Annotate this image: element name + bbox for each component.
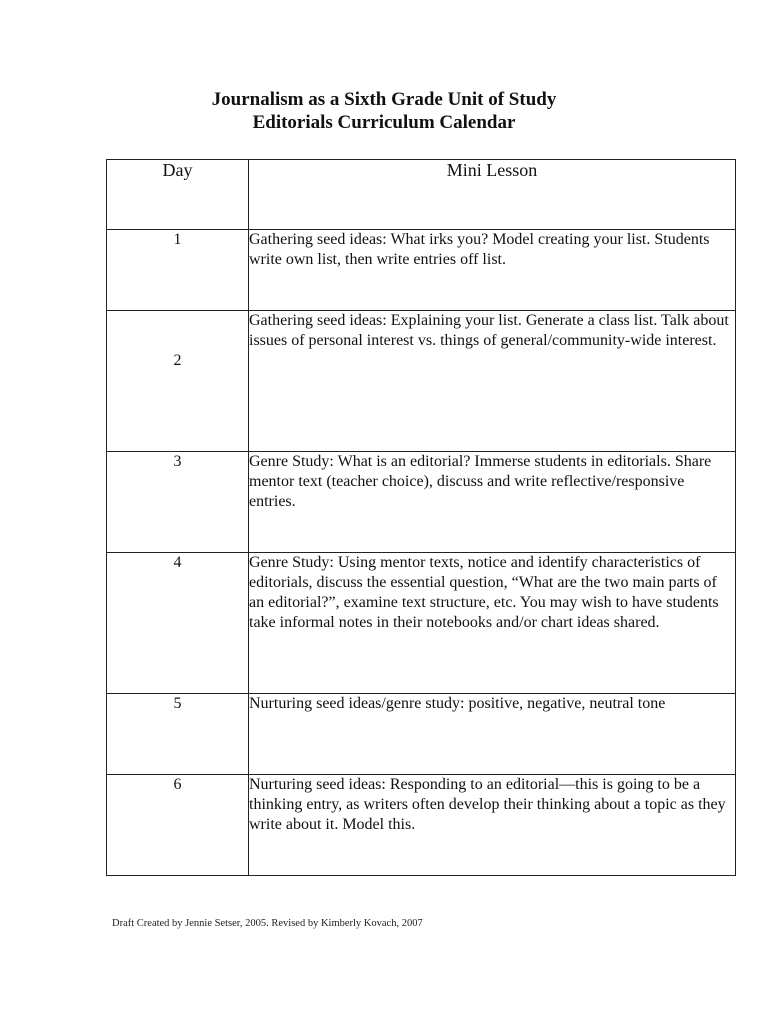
- footer-credit: Draft Created by Jennie Setser, 2005. Revised by Kimberly Kovach, 2007: [112, 918, 423, 929]
- table-row: [107, 553, 736, 694]
- document-title: [0, 88, 768, 134]
- day-number: 1: [107, 230, 249, 311]
- header-day: Day: [107, 160, 249, 230]
- mini-lesson-text: Genre Study: What is an editorial? Immerse students in editorials. Share mentor text (teacher choice), discuss and write reflective/responsive entries.: [249, 452, 736, 553]
- day-number: 4: [107, 553, 249, 694]
- table-row: [107, 694, 736, 775]
- table-row: [107, 452, 736, 553]
- title-line-1: Journalism as a Sixth Grade Unit of Study: [211, 89, 557, 110]
- day-number: 2: [107, 311, 249, 452]
- title-line-2: Editorials Curriculum Calendar: [252, 112, 516, 133]
- day-number: 5: [107, 694, 249, 775]
- mini-lesson-text: Gathering seed ideas: What irks you? Model creating your list. Students write own list, then write entries off list.: [249, 230, 736, 311]
- mini-lesson-text: Genre Study: Using mentor texts, notice and identify characteristics of editorials, discuss the essential question, “What are the two main parts of an editorial?”, examine text structure, etc. You may wish to have students take informal notes in their notebooks and/or chart ideas shared.: [249, 553, 736, 694]
- header-mini-lesson: Mini Lesson: [249, 160, 736, 230]
- mini-lesson-text: Nurturing seed ideas/genre study: positive, negative, neutral tone: [249, 694, 736, 775]
- curriculum-calendar-table: [106, 159, 736, 876]
- mini-lesson-text: Nurturing seed ideas: Responding to an editorial—this is going to be a thinking entry, as writers often develop their thinking about a topic as they write about it. Model this.: [249, 775, 736, 876]
- mini-lesson-text: Gathering seed ideas: Explaining your list. Generate a class list. Talk about issues of personal interest vs. things of general/community-wide interest.: [249, 311, 736, 452]
- table-row: [107, 311, 736, 452]
- day-number: 6: [107, 775, 249, 876]
- table-row: [107, 230, 736, 311]
- table-header-row: [107, 160, 736, 230]
- table-row: [107, 775, 736, 876]
- day-number: 3: [107, 452, 249, 553]
